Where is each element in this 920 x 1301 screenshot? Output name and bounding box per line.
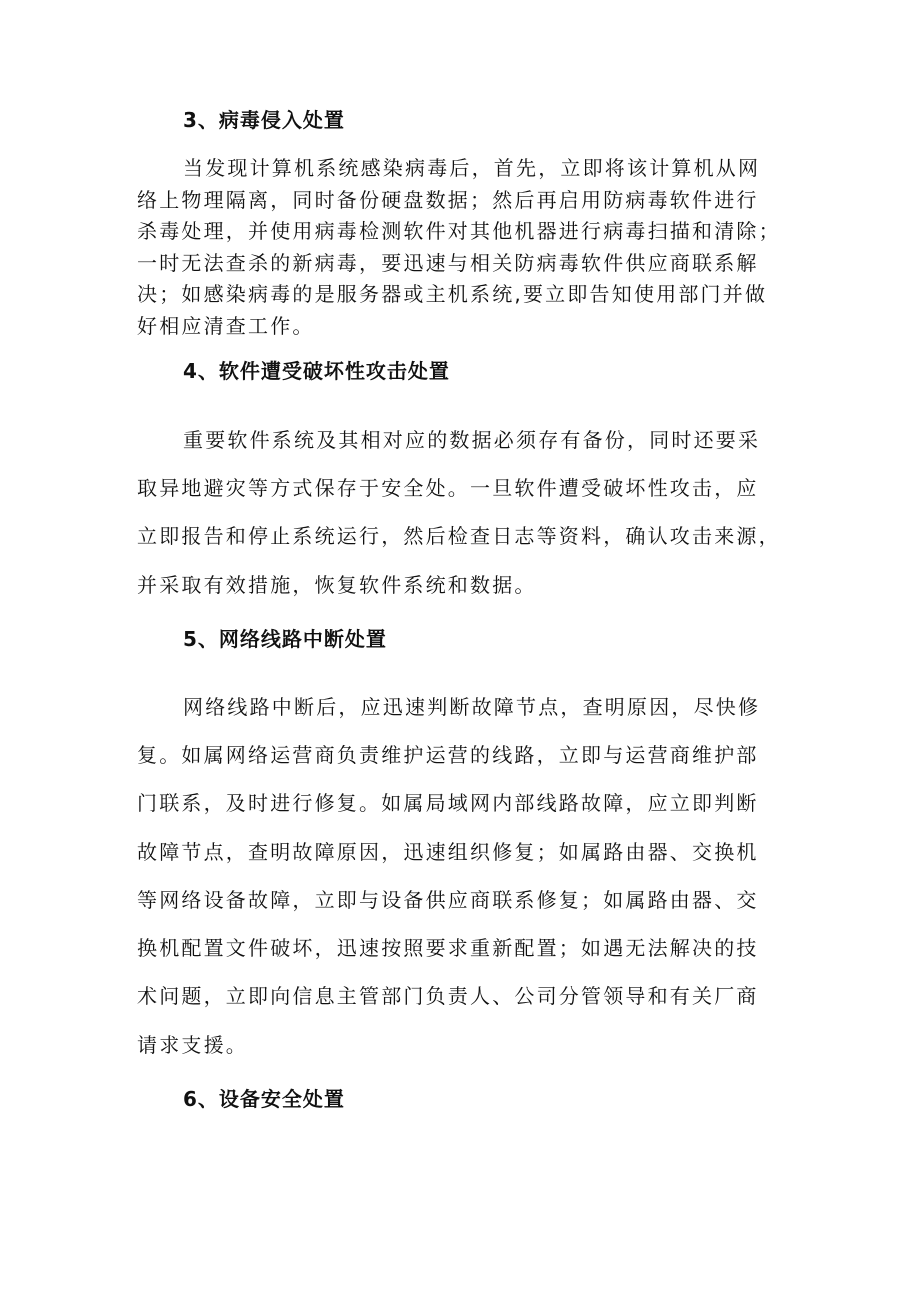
paragraph-line: 复。如属网络运营商负责维护运营的线路，立即与运营商维护部: [137, 743, 759, 767]
paragraph-line: 好相应清查工作。: [137, 314, 315, 338]
paragraph-line: 当发现计算机系统感染病毒后，首先，立即将该计算机从网: [183, 156, 761, 180]
paragraph-line: 决；如感染病毒的是服务器或主机系统,要立即告知使用部门并做: [137, 282, 768, 306]
paragraph-line: 一时无法查杀的新病毒，要迅速与相关防病毒软件供应商联系解: [137, 251, 759, 275]
section-heading: 4、软件遭受破坏性攻击处置: [183, 359, 450, 383]
section-heading: 6、设备安全处置: [183, 1087, 345, 1111]
paragraph-line: 重要软件系统及其相对应的数据必须存有备份，同时还要采: [183, 428, 761, 452]
paragraph-line: 术问题，立即向信息主管部门负责人、公司分管领导和有关厂商: [137, 984, 759, 1008]
paragraph-line: 络上物理隔离，同时备份硬盘数据；然后再启用防病毒软件进行: [137, 188, 759, 212]
paragraph-line: 取异地避灾等方式保存于安全处。一旦软件遭受破坏性攻击，应: [137, 476, 759, 500]
paragraph-line: 门联系，及时进行修复。如属局域网内部线路故障，应立即判断: [137, 791, 759, 815]
paragraph-line: 网络线路中断后，应迅速判断故障节点，查明原因，尽快修: [183, 695, 761, 719]
paragraph-line: 等网络设备故障，立即与设备供应商联系修复；如属路由器、交: [137, 888, 759, 912]
paragraph-line: 并采取有效措施，恢复软件系统和数据。: [137, 573, 537, 597]
paragraph-line: 立即报告和停止系统运行，然后检查日志等资料，确认攻击来源，: [137, 524, 781, 548]
section-heading: 3、病毒侵入处置: [183, 108, 345, 132]
paragraph-line: 换机配置文件破坏，迅速按照要求重新配置；如遇无法解决的技: [137, 936, 759, 960]
section-heading: 5、网络线路中断处置: [183, 627, 387, 651]
paragraph-line: 请求支援。: [137, 1033, 248, 1057]
paragraph-line: 杀毒处理，并使用病毒检测软件对其他机器进行病毒扫描和清除；: [137, 219, 781, 243]
paragraph-line: 故障节点，查明故障原因，迅速组织修复；如属路由器、交换机: [137, 840, 759, 864]
